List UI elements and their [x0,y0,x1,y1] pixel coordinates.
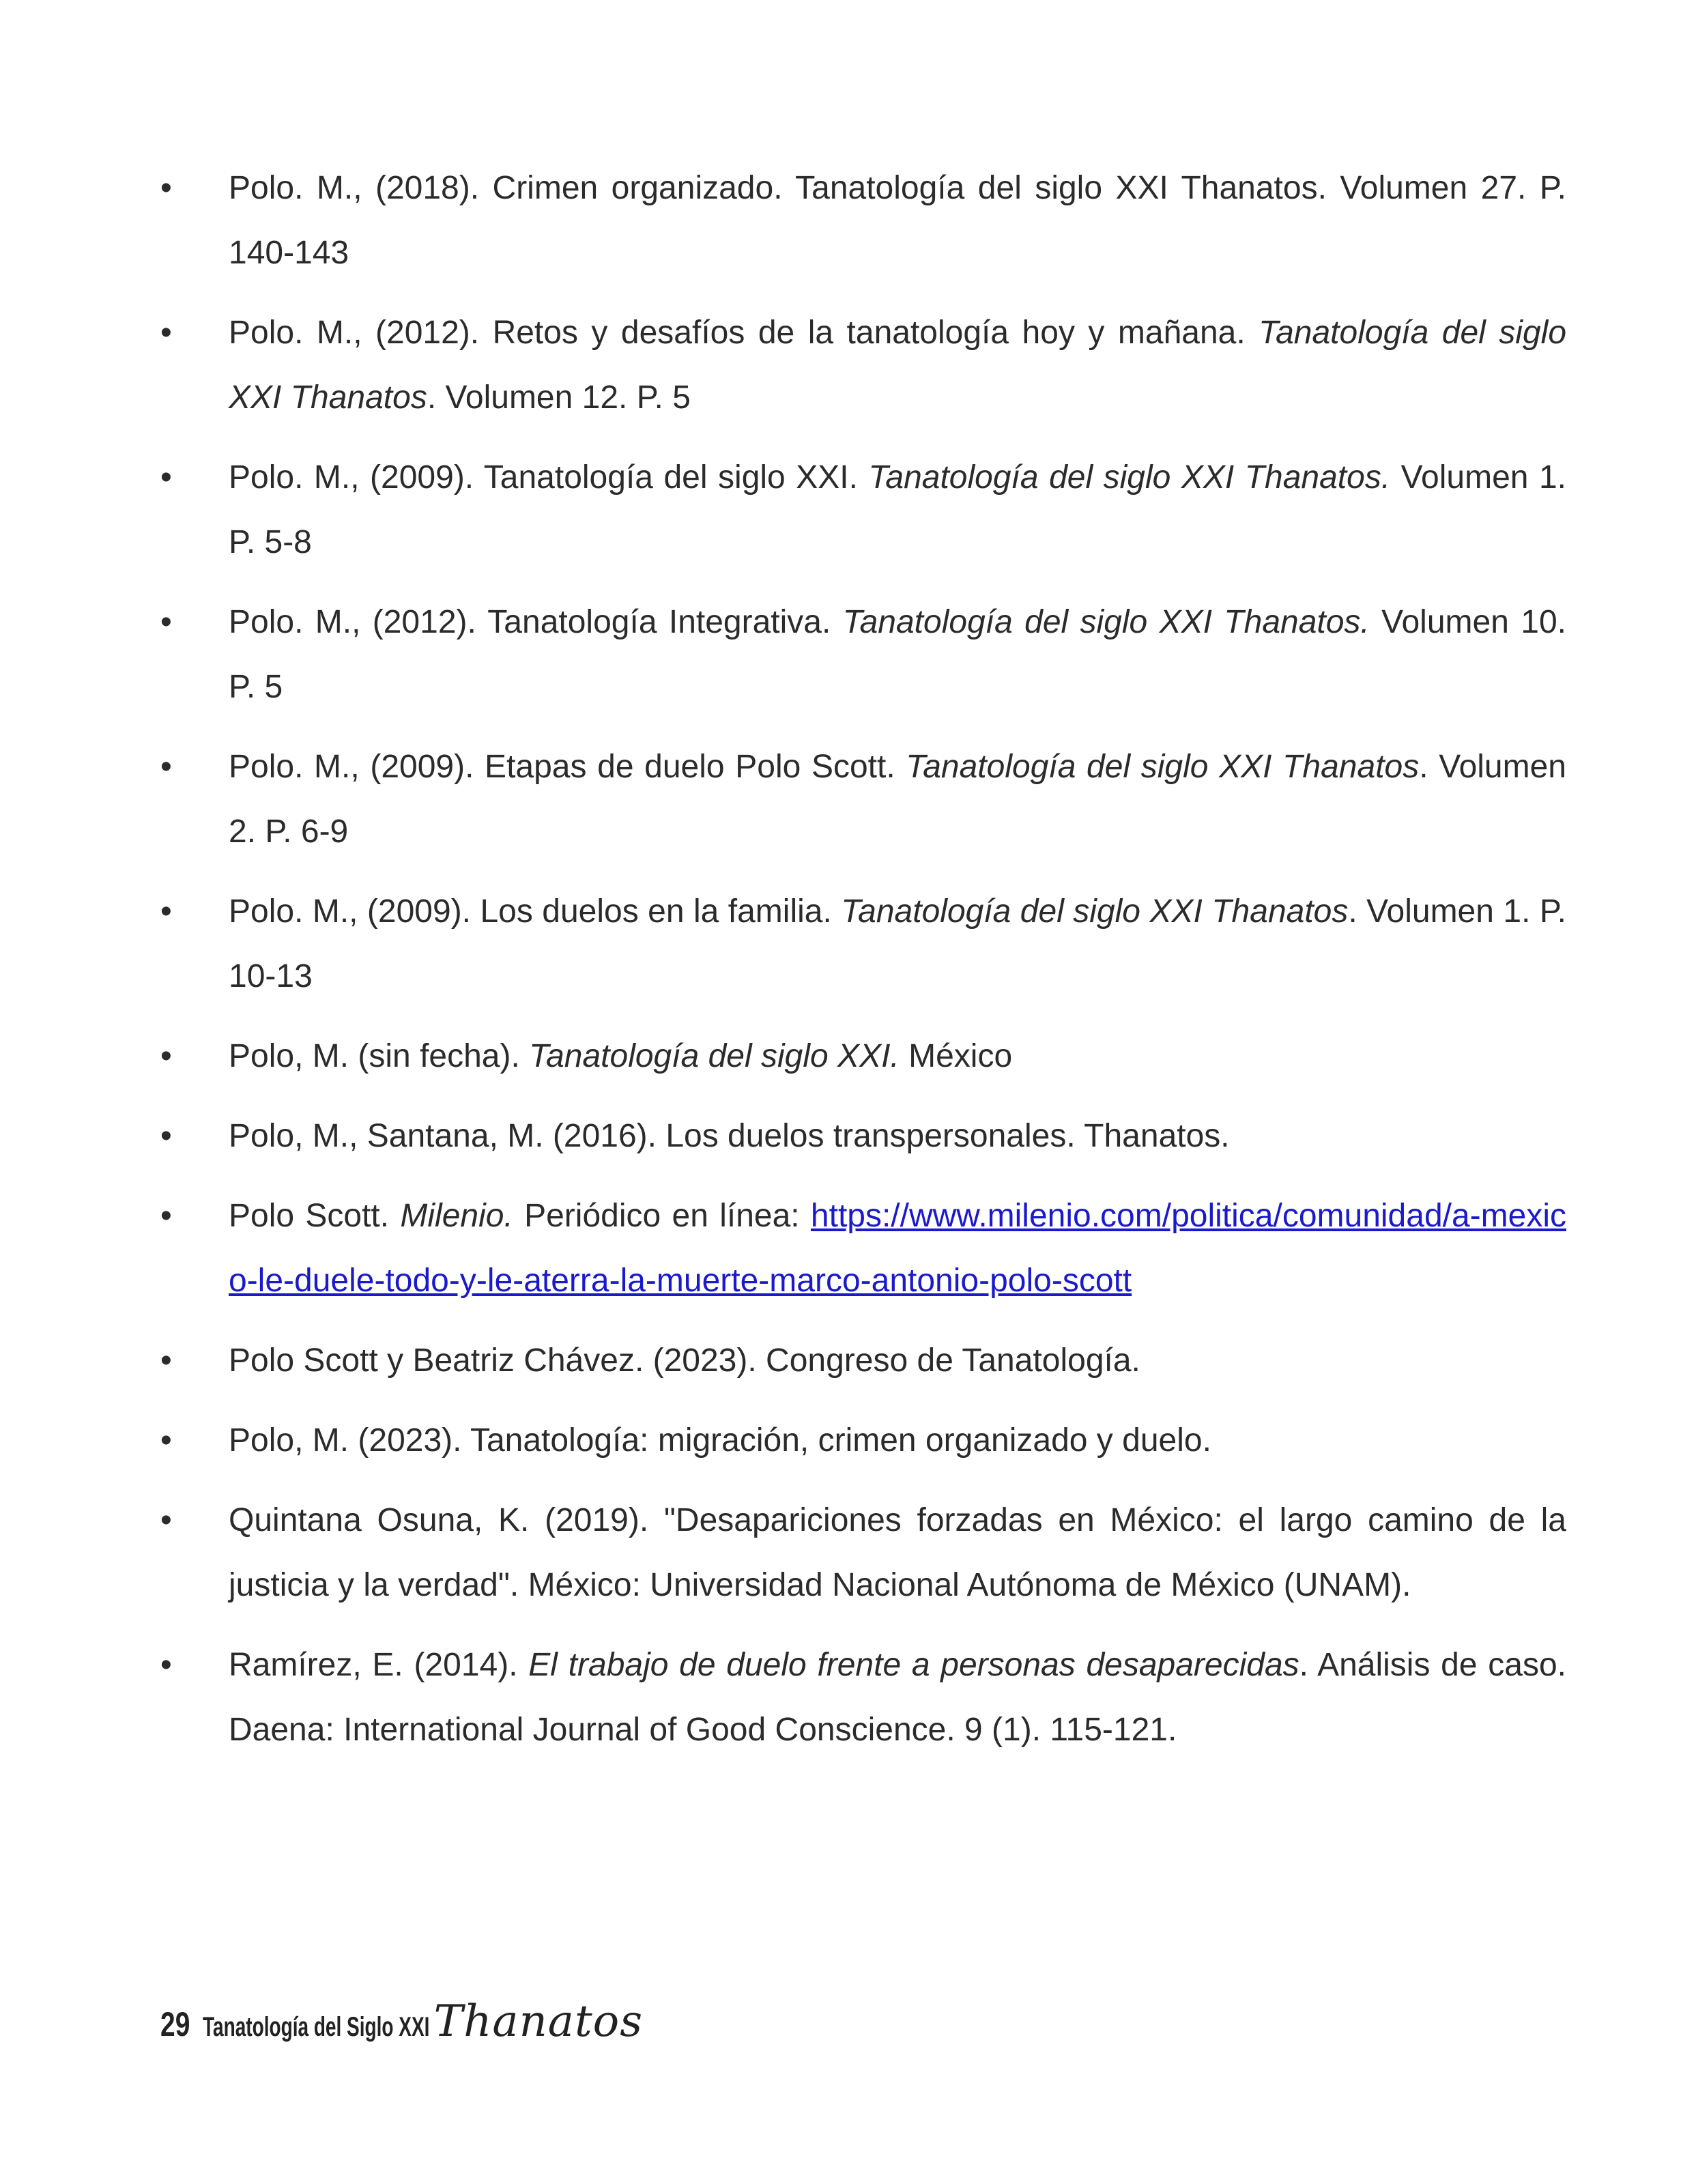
reference-text: Polo. M., (2012). Tanatología Integrativa. [229,604,843,640]
reference-text: . Análisis de caso. Daena: International Journal of Good Conscience. 9 (1). 115-121. [229,1647,1567,1748]
bullet-icon: • [160,1502,172,1538]
reference-item [160,1488,1566,1618]
reference-item [160,300,1566,430]
reference-item [160,1104,1566,1168]
reference-list [160,156,1566,1777]
reference-text: . Volumen 1. P. 10-13 [229,893,1567,994]
reference-text: Polo. M., (2009). Etapas de duelo Polo Scott. [229,749,906,785]
bullet-icon: • [160,1038,172,1074]
reference-text: . Volumen 2. P. 6-9 [229,749,1567,850]
reference-item [160,1408,1566,1473]
bullet-icon: • [160,315,172,351]
reference-text: Quintana Osuna, K. (2019). "Desapariciones forzadas en México: el largo camino de la justicia y la verdad". México: Universidad Nacional Autónoma de México (UNAM). [229,1502,1566,1603]
bullet-icon: • [160,459,172,495]
reference-italic-text: El trabajo de duelo frente a personas desaparecidas [528,1647,1299,1683]
reference-text: Polo Scott. [229,1198,401,1234]
reference-item [160,734,1566,864]
reference-item [160,1328,1566,1393]
bullet-icon: • [160,170,172,206]
bullet-icon: • [160,749,172,785]
bullet-icon: • [160,1422,172,1459]
reference-item [160,1183,1566,1313]
reference-text: Polo, M. (sin fecha). [229,1038,530,1074]
reference-italic-text: Tanatología del siglo XXI Thanatos [906,749,1420,785]
reference-italic-text: Milenio. [400,1198,513,1234]
bullet-icon: • [160,1198,172,1234]
reference-item [160,156,1566,285]
reference-text: Periódico en línea: [513,1198,811,1234]
bullet-icon: • [160,1342,172,1379]
reference-text: Ramírez, E. (2014). [229,1647,529,1683]
journal-name: Tanatología del Siglo XXI [202,2012,430,2042]
reference-italic-text: Tanatología del siglo XXI. [529,1038,900,1074]
reference-item [160,590,1566,719]
reference-item [160,445,1566,575]
reference-text: Polo, M., Santana, M. (2016). Los duelos transpersonales. Thanatos. [229,1118,1230,1154]
bullet-icon: • [160,1647,172,1683]
bullet-icon: • [160,604,172,640]
reference-text: Polo, M. (2023). Tanatología: migración, crimen organizado y duelo. [229,1422,1211,1459]
reference-item [160,1024,1566,1089]
reference-text: Volumen 10. P. 5 [229,604,1566,705]
page-footer [160,1996,643,2051]
reference-text: Polo Scott y Beatriz Chávez. (2023). Congreso de Tanatología. [229,1342,1140,1379]
reference-item [160,1633,1566,1762]
bullet-icon: • [160,1118,172,1154]
reference-text: Volumen 1. P. 5-8 [229,459,1567,560]
reference-italic-text: Tanatología del siglo XXI Thanatos [841,893,1349,930]
reference-text: . Volumen 12. P. 5 [427,379,691,416]
reference-text: México [899,1038,1013,1074]
reference-italic-text: Tanatología del siglo XXI Thanatos [229,315,1567,416]
reference-item [160,879,1566,1009]
reference-text: Polo. M., (2009). Tanatología del siglo XXI. [229,459,869,495]
reference-text: Polo. M., (2012). Retos y desafíos de la tanatología hoy y mañana. [229,315,1259,351]
reference-text: Polo. M., (2009). Los duelos en la familia. [229,893,842,930]
reference-italic-text: Tanatología del siglo XXI Thanatos. [868,459,1391,495]
bullet-icon: • [160,893,172,930]
reference-text: Polo. M., (2018). Crimen organizado. Tanatología del siglo XXI Thanatos. Volumen 27. P. 140-143 [229,170,1566,271]
reference-italic-text: Tanatología del siglo XXI Thanatos. [842,604,1370,640]
journal-script-logo: Thanatos [433,1996,644,2047]
page-number: 29 [160,2005,190,2043]
reference-link[interactable]: https://www.milenio.com/politica/comunidad/a-mexico-le-duele-todo-y-le-aterra-la-muerte-marco-antonio-polo-scott [229,1198,1566,1299]
